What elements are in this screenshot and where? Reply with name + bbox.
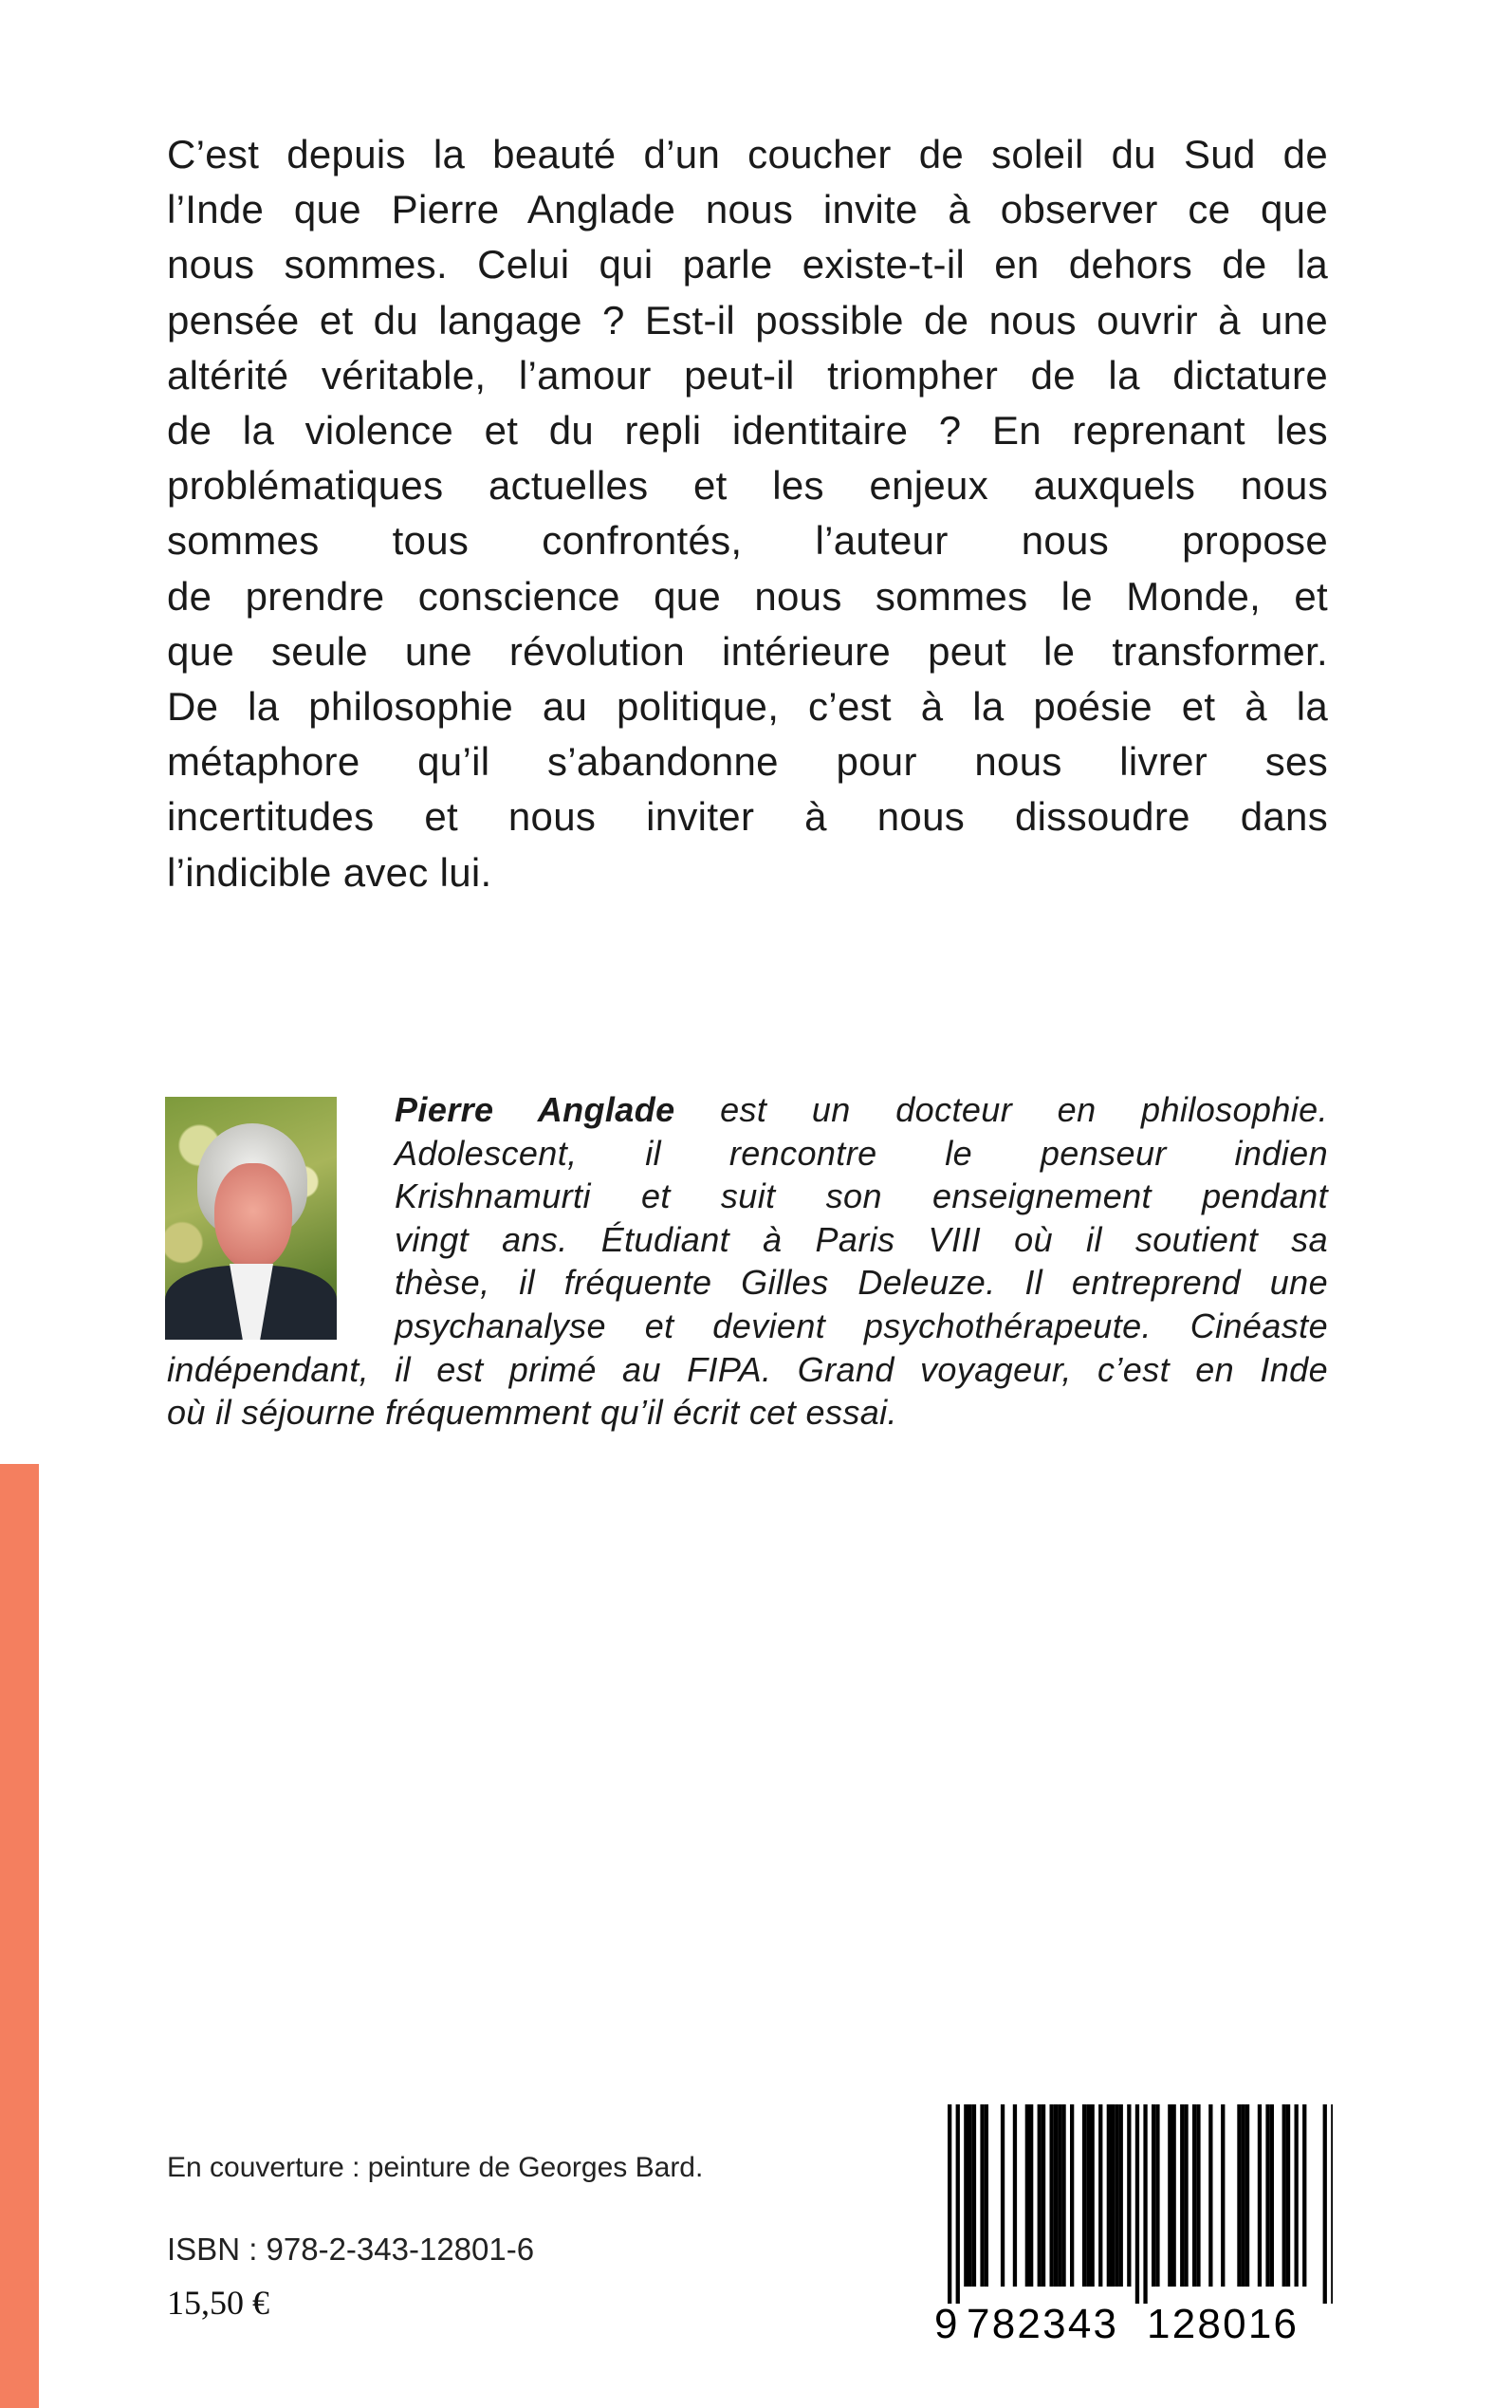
isbn: ISBN : 978-2-343-12801-6: [167, 2232, 535, 2267]
barcode-bar: [1050, 2104, 1054, 2287]
bio-line: thèse, il fréquente Gilles Deleuze. Il entreprend une: [395, 1263, 1328, 1303]
barcode-bar: [1168, 2104, 1171, 2287]
bio-line: psychanalyse et devient psychothérapeute. Cinéaste: [395, 1306, 1328, 1345]
barcode-bar: [1107, 2104, 1111, 2287]
blurb-line: que seule une révolution intérieure peut le transformer.: [167, 628, 1328, 674]
barcode-bars: [948, 2104, 1333, 2304]
barcode-bar: [1208, 2104, 1212, 2287]
barcode-bar: [1029, 2104, 1033, 2287]
bio-line: Krishnamurti et suit son enseignement pendant: [395, 1176, 1328, 1216]
bio-first-line: est un docteur en philosophie.: [674, 1090, 1328, 1129]
bio-line: indépendant, il est primé au FIPA. Grand voyageur, c’est en Inde: [167, 1349, 1328, 1389]
blurb-line: l’Inde que Pierre Anglade nous invite à observer ce que: [167, 187, 1328, 232]
blurb-line: C’est depuis la beauté d’un coucher de soleil du Sud de: [167, 132, 1328, 176]
barcode-bar: [1091, 2104, 1095, 2287]
bio-line: [395, 1088, 1328, 1132]
barcode-bar: [972, 2104, 976, 2287]
blurb-line: métaphore qu’il s’abandonne pour nous livrer ses: [167, 739, 1328, 785]
ean13-barcode: [934, 2104, 1333, 2342]
barcode-bar: [1331, 2104, 1333, 2304]
blurb-line: altérité véritable, l’amour peut-il triompher de la dictature: [167, 352, 1328, 398]
barcode-bar: [1295, 2104, 1299, 2287]
barcode-bar: [964, 2104, 968, 2287]
barcode-bar: [1323, 2104, 1327, 2304]
barcode-first-digit: 9: [934, 2301, 958, 2342]
blurb-line: de la violence et du repli identitaire ? En reprenant les: [167, 408, 1328, 454]
bio-line: Adolescent, il rencontre le penseur indien: [395, 1133, 1328, 1173]
blurb-line: sommes tous confrontés, l’auteur nous propose: [167, 518, 1328, 564]
barcode-bar: [1098, 2104, 1102, 2287]
barcode-bar: [1058, 2104, 1061, 2287]
barcode-bar: [1237, 2104, 1241, 2287]
barcode-bar: [985, 2104, 988, 2287]
price: 15,50 €: [167, 2284, 269, 2322]
barcode-bar: [1172, 2104, 1176, 2287]
barcode-bar: [1013, 2104, 1017, 2287]
barcode-bar: [1001, 2104, 1005, 2287]
back-cover-blurb: [167, 127, 1328, 900]
barcode-bar: [948, 2104, 951, 2304]
barcode-bar: [1025, 2104, 1029, 2287]
blurb-line: l’indicible avec lui.: [167, 849, 492, 895]
barcode-bar: [1127, 2104, 1131, 2287]
cover-credit: En couverture : peinture de Georges Bard.: [167, 2152, 704, 2183]
author-bio: [167, 1088, 1328, 1435]
blurb-line: De la philosophie au politique, c’est à la poésie et à la: [167, 684, 1328, 730]
barcode-bar: [1192, 2104, 1196, 2287]
barcode-bar: [1111, 2104, 1115, 2287]
barcode-bar: [1184, 2104, 1188, 2287]
barcode-bar: [1152, 2104, 1155, 2287]
author-name: Pierre Anglade: [395, 1090, 675, 1129]
barcode-bar: [1282, 2104, 1286, 2287]
barcode-bar: [1302, 2104, 1306, 2287]
bio-line: où il séjourne fréquemment qu’il écrit cet essai.: [167, 1393, 897, 1433]
bio-line: vingt ans. Étudiant à Paris VIII où il soutient sa: [395, 1219, 1328, 1259]
barcode-bar: [980, 2104, 984, 2287]
barcode-bar: [1070, 2104, 1074, 2287]
barcode-bar: [1221, 2104, 1225, 2287]
barcode-bar: [1258, 2104, 1262, 2287]
barcode-bar: [1286, 2104, 1290, 2287]
barcode-bar: [1135, 2104, 1139, 2304]
blurb-line: pensée et du langage ? Est-il possible de nous ouvrir à une: [167, 297, 1328, 343]
blurb-line: incertitudes et nous inviter à nous dissoudre dans: [167, 794, 1328, 840]
barcode-right-digits: 128016: [1147, 2301, 1297, 2342]
barcode-bar: [1115, 2104, 1118, 2287]
barcode-bar: [968, 2104, 972, 2287]
blurb-line: problématiques actuelles et les enjeux auxquels nous: [167, 463, 1328, 509]
blurb-line: de prendre conscience que nous sommes le Monde, et: [167, 573, 1328, 619]
blurb-line: nous sommes. Celui qui parle existe-t-il en dehors de la: [167, 242, 1328, 287]
barcode-left-digits: 782343: [967, 2301, 1116, 2342]
barcode-bar: [1061, 2104, 1065, 2287]
barcode-bar: [1042, 2104, 1045, 2287]
spine-color-band: [0, 1464, 39, 2408]
barcode-bar: [1086, 2104, 1090, 2287]
barcode-bar: [956, 2104, 960, 2304]
barcode-bar: [1242, 2104, 1245, 2287]
barcode-bar: [1155, 2104, 1159, 2287]
barcode-bar: [1143, 2104, 1147, 2304]
barcode-bar: [1270, 2104, 1274, 2287]
barcode-bar: [1038, 2104, 1042, 2287]
barcode-bar: [1082, 2104, 1086, 2287]
barcode-bar: [1245, 2104, 1249, 2287]
barcode-bar: [1180, 2104, 1184, 2287]
barcode-bar: [1054, 2104, 1058, 2287]
barcode-bar: [1196, 2104, 1200, 2287]
barcode-bar: [1265, 2104, 1269, 2287]
barcode-bar: [1119, 2104, 1123, 2287]
